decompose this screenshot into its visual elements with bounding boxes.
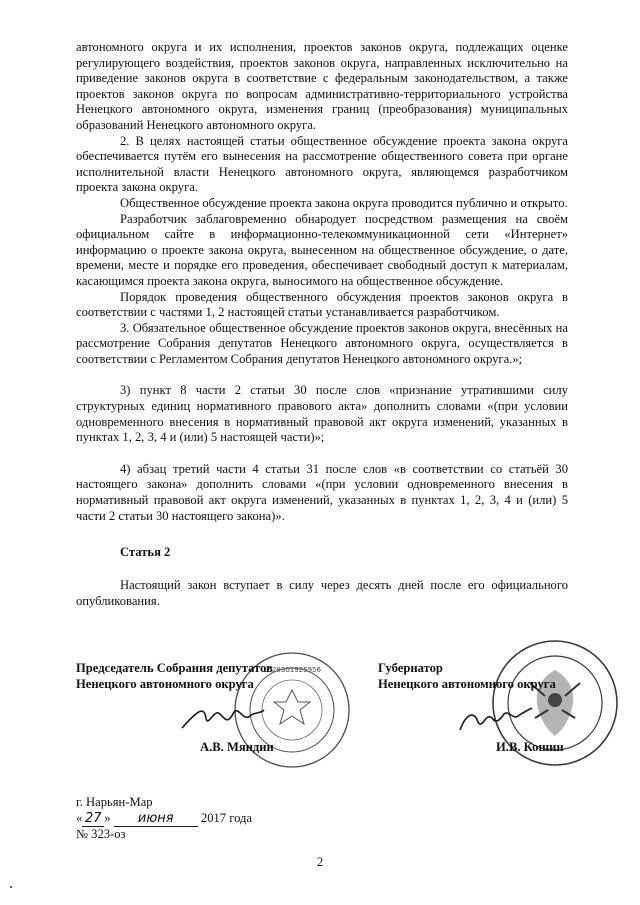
article-text: Настоящий закон вступает в силу через десять дней после его официального опубликования.: [76, 578, 568, 608]
article-title: Статья 2: [120, 545, 171, 559]
paragraph-7: 3) пункт 8 части 2 статьи 30 после слов «признание утратившими силу структурных единиц нормативного правового акта» дополнить словами «(при условии одновременного внесения в нормативный правовой акт округа изменений, указанных в пунктах 1, 2, 3, 4 и (или) 5 настоящей части)»;: [76, 383, 568, 445]
body-text: [76, 40, 568, 524]
right-signatory-name: И.В. Кошин: [496, 740, 564, 754]
date-year: 2017 года: [200, 811, 253, 825]
left-title-line-1: Председатель Собрания депутатов: [76, 661, 273, 675]
right-signature: [456, 700, 536, 736]
paragraph-1: автономного округа и их исполнения, проектов законов округа, подлежащих оценке регулирующего воздействия, проектов законов округа, направленных исключительно на приведение законов округа в соответствие с федеральным законодательством, а также проектов законов округа по вопросам административно-территориального устройства Ненецкого автономного округа, изменения границ (преобразования) муниципальных образований Ненецкого автономного округа.: [76, 40, 568, 132]
city: г. Нарьян-Мар: [76, 795, 153, 809]
paragraph-2: 2. В целях настоящей статьи общественное обсуждение проекта закона округа обеспечивается путём его вынесения на рассмотрение общественного совета при органе исполнительной власти Ненецкого автономного округа, являющемся разработчиком проекта закона округа.: [76, 133, 568, 195]
date-month: июня: [114, 811, 198, 827]
left-title-line-2: Ненецкого автономного округа: [76, 676, 254, 691]
paragraph-5: Порядок проведения общественного обсуждения проектов законов округа в соответствии с частями 1, 2 настоящей статьи устанавливается разработчиком.: [76, 289, 568, 320]
right-title-line-1: Губернатор: [378, 661, 443, 675]
left-signatory-title: [76, 661, 273, 692]
paragraph-4: Разработчик заблаговременно обнародует посредством размещения на своём официальном сайте в информационно-телекоммуникационной сети «Интернет» информацию о проекте закона округа, вынесенном на общественное обсуждение, о дате, времени, месте и порядке его проведения, обеспечивает свободный доступ к материалам, касающимся проекта закона округа, выносимого на общественное обсуждение.: [76, 211, 568, 288]
left-signatory-name: А.В. Мяндин: [200, 740, 274, 754]
paragraph-6: 3. Обязательное общественное обсуждение проектов законов округа, внесённых на рассмотрение Собрания депутатов Ненецкого автономного округа, осуществляется в соответствии с Регламентом Собрания депутатов Ненецкого автономного округа.»;: [76, 320, 568, 366]
right-title-line-2: Ненецкого автономного округа: [378, 676, 556, 691]
svg-text:1028301925956: 1028301925956: [263, 666, 321, 674]
paragraph-3: Общественное обсуждение проекта закона округа проводится публично и открыто.: [120, 195, 568, 210]
date-day: 27: [82, 811, 104, 827]
date-line: [76, 811, 252, 827]
right-signatory-title: [378, 661, 556, 692]
left-signature: [178, 700, 268, 736]
page-number: 2: [316, 855, 324, 869]
paragraph-8: 4) абзац третий части 4 статьи 31 после слов «в соответствии со статьёй 30 настоящего закона» дополнить словами «(при условии одновременного внесения в нормативный правовой акт округа изменений, указанных в пунктах 1, 2, 3, 4 и (или) 5 части 2 статьи 30 настоящего закона)».: [76, 461, 568, 523]
law-number: № 323-оз: [76, 827, 126, 841]
date-close-quote: »: [104, 811, 111, 825]
scan-speck: [10, 886, 12, 888]
date-open-quote: «: [76, 811, 83, 825]
